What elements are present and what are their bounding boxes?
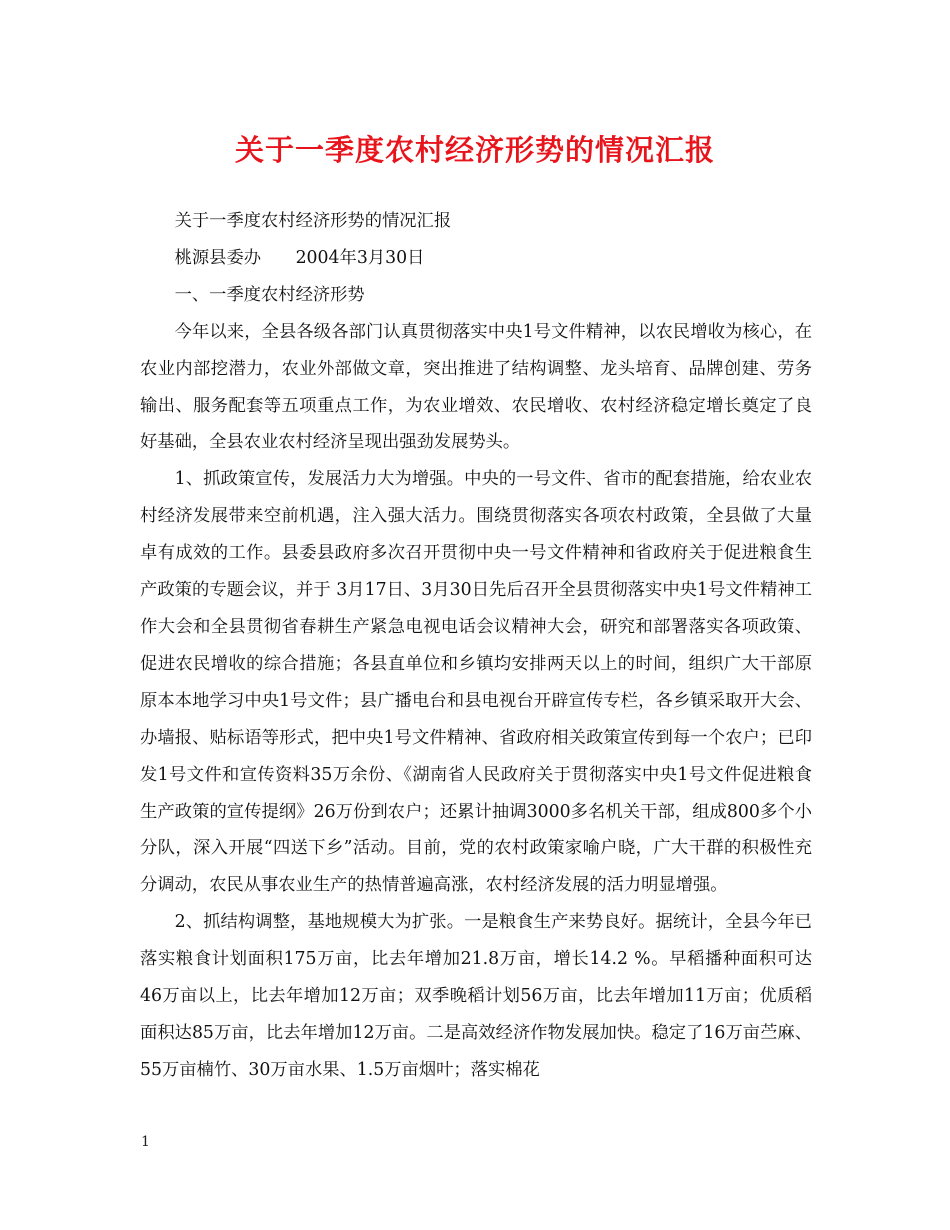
body-paragraph: 今年以来，全县各级各部门认真贯彻落实中央1号文件精神，以农民增收为核心，在农业内部挖潜力，农业外部做文章，突出推进了结构调整、龙头培育、品牌创建、劳务输出、服务配套等五项重点工作，为农业增效、农民增收、农村经济稳定增长奠定了良好基础，全县农业农村经济呈现出强劲发展势头。 xyxy=(140,321,812,453)
issuer-date-paragraph: 桃源县委办 2004年3月30日 xyxy=(174,247,425,268)
section-heading: 一、一季度农村经济形势 xyxy=(174,284,365,305)
subtitle-paragraph: 关于一季度农村经济形势的情况汇报 xyxy=(174,211,452,231)
body-paragraph: 2、抓结构调整，基地规模大为扩张。一是粮食生产来势良好。据统计，全县今年已落实粮食计划面积175万亩，比去年增加21.8万亩，增长14.2 %。早稻播种面积可达46万亩以上，比去年增加12万亩；双季晚稻计划56万亩，比去年增加11万亩；优质稻面积达85万亩，比去年增加12万亩。二是高效经济作物发展加快。稳定了16万亩苎麻、55万亩楠竹、30万亩水果、1.5万亩烟叶；落实棉花 xyxy=(140,912,812,1080)
document-title: 关于一季度农村经济形势的情况汇报 xyxy=(234,133,715,167)
body-paragraph: 1、抓政策宣传，发展活力大为增强。中央的一号文件、省市的配套措施，给农业农村经济发展带来空前机遇，注入强大活力。围绕贯彻落实各项农村政策，全县做了大量卓有成效的工作。县委县政府多次召开贯彻中央一号文件精神和省政府关于促进粮食生产政策的专题会议，并于 3月17日、3月30日先后召开全县贯彻落实中央1号文件精神工作大会和全县贯彻省春耕生产紧急电视电话会议精神大会，研究和部署落实各项政策、促进农民增收的综合措施；各县直单位和乡镇均安排两天以上的时间，组织广大干部原原本本地学习中央1号文件；县广播电台和县电视台开辟宣传专栏，各乡镇采取开大会、办墙报、贴标语等形式，把中央1号文件精神、省政府相关政策宣传到每一个农户；已印发1号文件和宣传资料35万余份、《湖南省人民政府关于贯彻落实中央1号文件促进粮食生产政策的宣传提纲》26万份到农户；还累计抽调3000多名机关干部，组成800多个小分队，深入开展“四送下乡”活动。目前，党的农村政策家喻户晓，广大干群的积极性充分调动，农民从事农业生产的热情普遍高涨，农村经济发展的活力明显增强。 xyxy=(140,469,812,896)
document-body xyxy=(140,203,812,1089)
page-number: 1 xyxy=(141,1134,150,1150)
